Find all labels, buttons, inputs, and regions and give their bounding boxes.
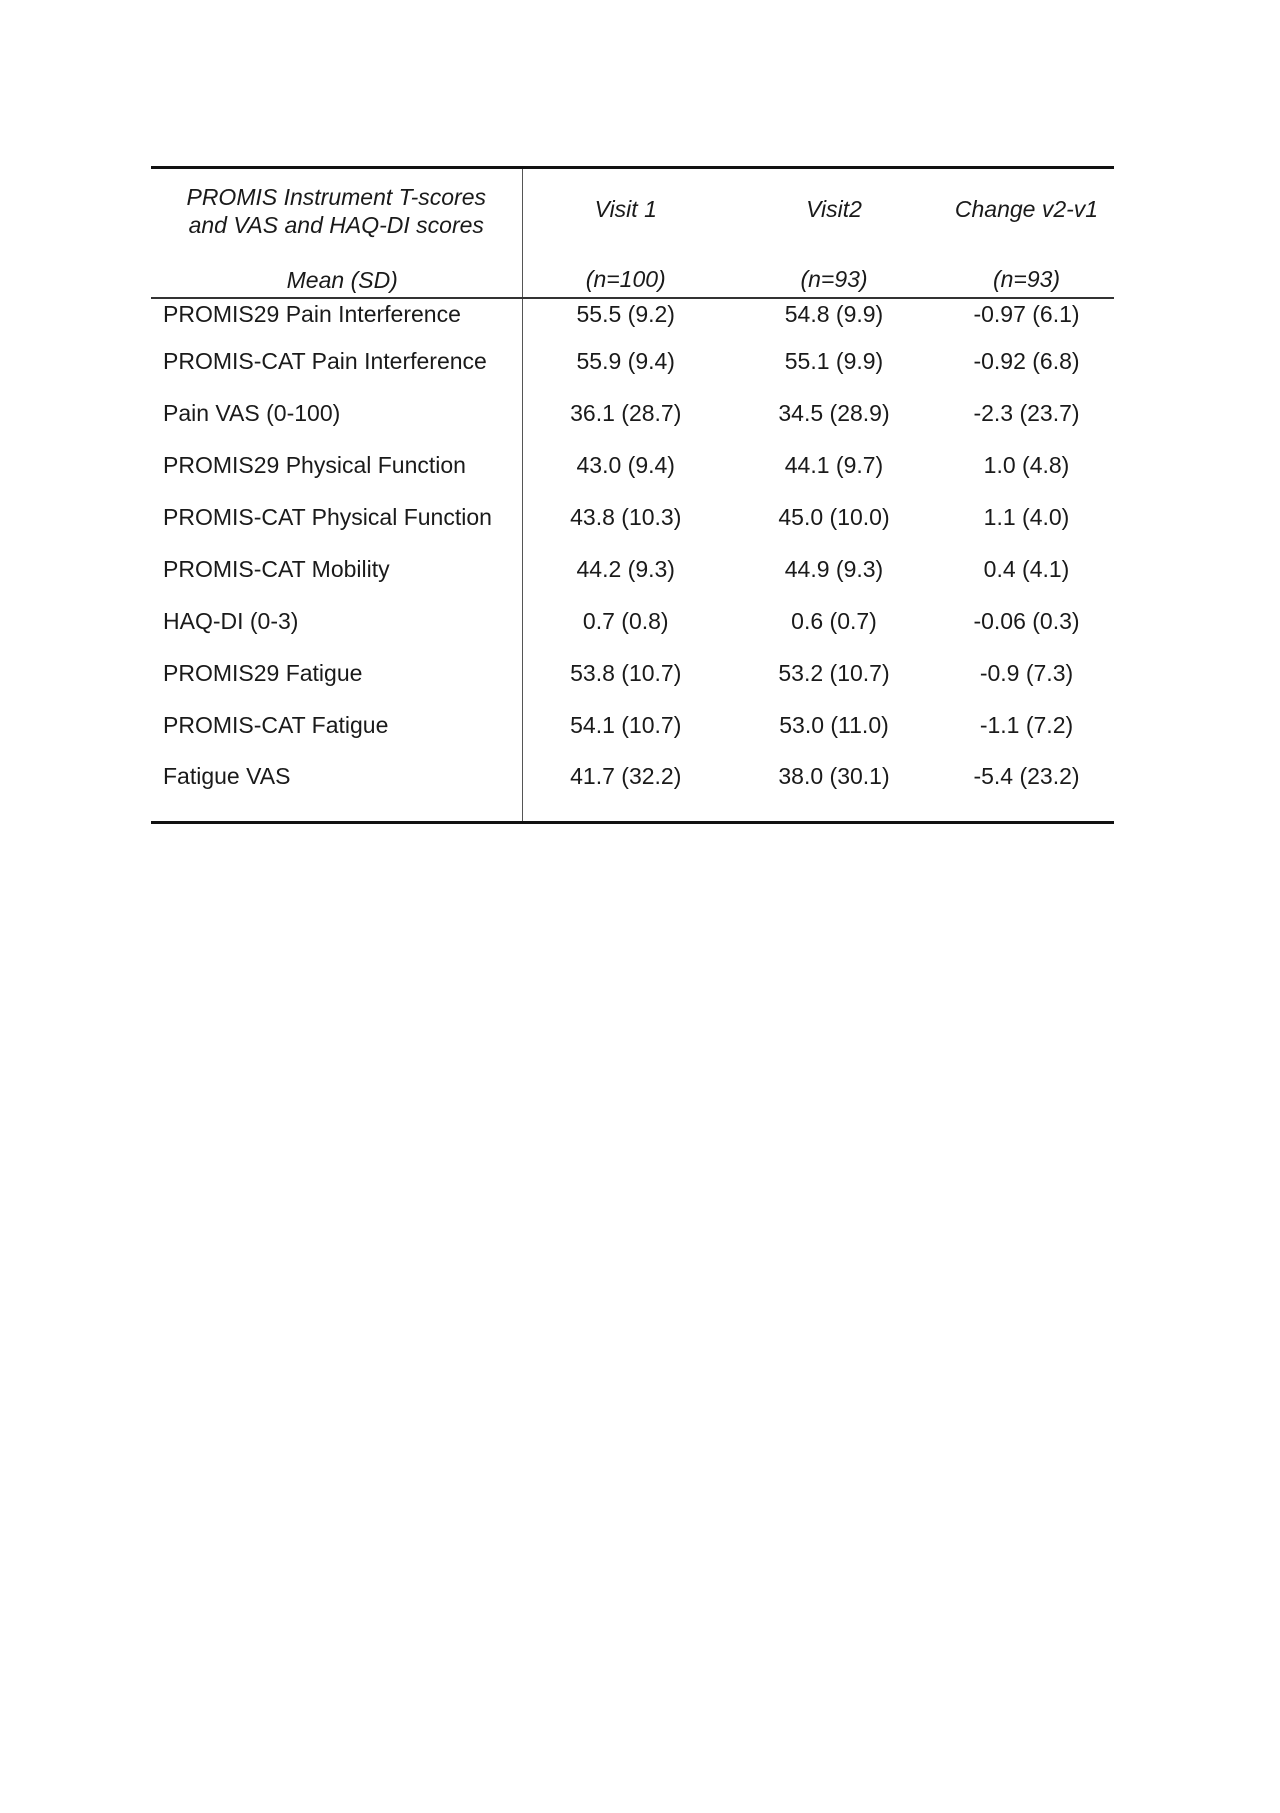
cell-change: -2.3 (23.7) [973, 399, 1080, 426]
cell-change: 0.4 (4.1) [983, 555, 1070, 582]
cell-visit2: 54.8 (9.9) [784, 301, 884, 327]
row-label: PROMIS-CAT Pain Interference [151, 335, 522, 387]
column-n-visit2: (n=93) [729, 249, 939, 298]
cell-visit2: 0.6 (0.7) [791, 607, 877, 634]
table-body [151, 298, 1114, 823]
cell-change: -0.92 (6.8) [973, 347, 1080, 374]
cell-visit1: 36.1 (28.7) [570, 399, 682, 426]
cell-visit2: 34.5 (28.9) [778, 399, 890, 426]
header-row-n [151, 249, 1114, 298]
row-label: PROMIS-CAT Mobility [151, 543, 522, 595]
row-label: HAQ-DI (0-3) [151, 595, 522, 647]
column-n-visit1: (n=100) [522, 249, 729, 298]
column-header-change: Change v2-v1 [939, 168, 1114, 250]
cell-change: -0.06 (0.3) [973, 607, 1080, 634]
cell-visit2: 38.0 (30.1) [729, 751, 939, 823]
row-label: PROMIS-CAT Physical Function [151, 491, 522, 543]
table-row [151, 439, 1114, 491]
cell-visit1: 55.5 (9.2) [576, 301, 675, 327]
cell-visit1: 55.9 (9.4) [576, 347, 675, 374]
cell-visit2: 45.0 (10.0) [778, 503, 890, 530]
label-header-line3: Mean (SD) [151, 249, 522, 298]
cell-visit1: 41.7 (32.2) [522, 751, 729, 823]
cell-visit1: 54.1 (10.7) [570, 711, 682, 738]
cell-visit1: 53.8 (10.7) [570, 659, 682, 686]
cell-visit2: 44.1 (9.7) [784, 451, 884, 478]
cell-change: 1.1 (4.0) [983, 503, 1070, 530]
cell-visit2: 53.0 (11.0) [779, 711, 889, 738]
column-header-visit2: Visit2 [729, 168, 939, 250]
table-row [151, 543, 1114, 595]
promis-scores-table [151, 166, 1114, 824]
label-header-line2: and VAS and HAQ-DI scores [188, 212, 484, 238]
cell-visit1: 44.2 (9.3) [576, 555, 675, 582]
cell-change: -0.97 (6.1) [973, 301, 1080, 327]
table-row [151, 335, 1114, 387]
row-label: PROMIS29 Physical Function [151, 439, 522, 491]
row-label: Pain VAS (0-100) [151, 387, 522, 439]
row-label: PROMIS29 Pain Interference [151, 298, 522, 335]
table-row [151, 699, 1114, 751]
table-row [151, 298, 1114, 335]
cell-change: -0.9 (7.3) [979, 659, 1074, 686]
cell-visit1: 43.0 (9.4) [576, 451, 675, 478]
cell-change: 1.0 (4.8) [983, 451, 1070, 478]
row-label: PROMIS29 Fatigue [151, 647, 522, 699]
cell-visit1: 43.8 (10.3) [570, 503, 682, 530]
cell-change: -5.4 (23.2) [939, 751, 1114, 823]
cell-visit2: 55.1 (9.9) [784, 347, 884, 374]
table-row [151, 751, 1114, 823]
header-row-titles [151, 168, 1114, 250]
cell-visit2: 53.2 (10.7) [778, 659, 890, 686]
column-header-visit1: Visit 1 [522, 168, 729, 250]
table-row [151, 387, 1114, 439]
cell-visit1: 0.7 (0.8) [582, 607, 669, 634]
cell-change: -1.1 (7.2) [979, 711, 1074, 738]
table-row [151, 595, 1114, 647]
table-header [151, 168, 1114, 299]
scores-table-container [151, 166, 1114, 824]
column-n-change: (n=93) [939, 249, 1114, 298]
row-label-header [151, 168, 522, 250]
cell-visit2: 44.9 (9.3) [784, 555, 884, 582]
row-label: PROMIS-CAT Fatigue [151, 699, 522, 751]
table-row [151, 491, 1114, 543]
row-label: Fatigue VAS [151, 751, 522, 823]
label-header-line1: PROMIS Instrument T-scores [186, 184, 486, 210]
table-row [151, 647, 1114, 699]
